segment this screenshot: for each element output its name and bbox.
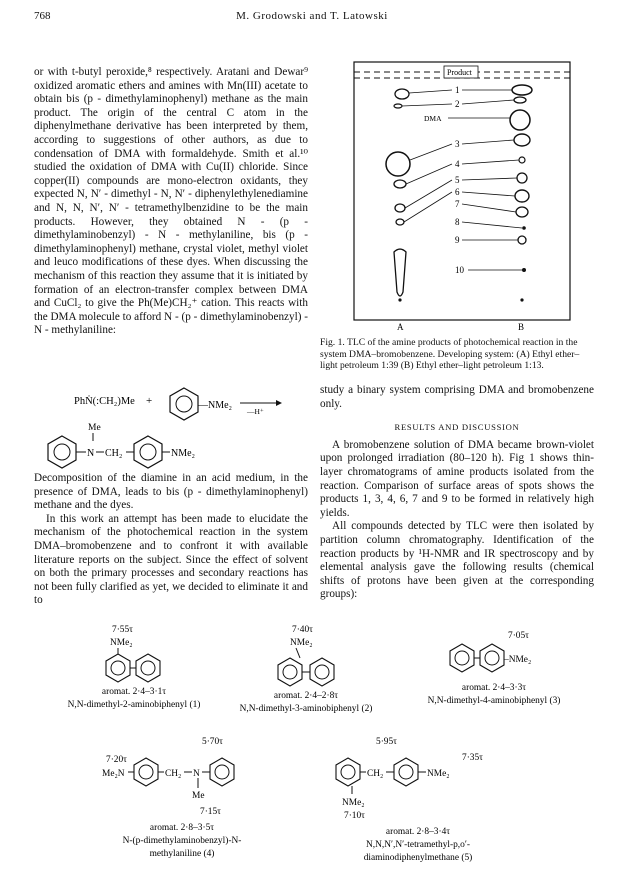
c1-group: NMe₂: [110, 638, 133, 648]
c5-nme2-bottom: NMe₂: [342, 798, 365, 808]
c1-aromat: aromat. 2·4–3·1τ: [101, 687, 167, 697]
lane-b-label: B: [518, 322, 525, 332]
compound-2-structure: [278, 625, 334, 686]
right-paragraph-3: All compounds detected by TLC were then isolated by partition column chromatography. Identification of the reaction products by ¹H-NMR and IR spectroscopy and by elemental analysis gave the following results (chemical shifts of protons have been given at the corresponding groups):: [320, 520, 594, 601]
c4-name-line2: methylaniline (4): [149, 849, 215, 859]
product-nme2: NMe₂: [171, 448, 196, 459]
lane-a-label: A: [397, 322, 404, 332]
tlc-num-6: 6: [455, 187, 460, 197]
tlc-num-10: 10: [455, 265, 464, 275]
spot-b-9: [518, 236, 526, 244]
compounds-row-1: [30, 622, 600, 714]
lane-b-spots: [510, 85, 532, 302]
c4-me: Me: [192, 791, 205, 801]
tlc-plate-frame: [354, 62, 570, 320]
c3-name: N,N-dimethyl-4-aminobiphenyl (3): [427, 696, 561, 706]
tlc-num-9: 9: [455, 235, 460, 245]
spot-a-5: [394, 180, 406, 188]
c4-name-line1: N-(p-dimethylaminobenzyl)-N-: [122, 836, 242, 846]
c2-aromat: aromat. 2·4–2·8τ: [273, 691, 339, 701]
scheme-benzene-ring: [170, 388, 198, 420]
left-paragraph-3: In this work an attempt has been made to elucidate the mechanism of the photochemical reaction in the system DMA–bromobenzene and to confront it with available literature reports on the subject. Since the effect of solvent on both the primary processes and secondary reactions has not been fully clarified as yet, we decided to eliminate it and to: [34, 512, 308, 607]
product-ring-right: [134, 436, 162, 468]
tlc-num-2: 2: [455, 99, 460, 109]
scheme-plus: +: [146, 395, 153, 407]
lane-a-spots: [386, 89, 410, 302]
c1-shift: 7·55τ: [112, 625, 133, 635]
spot-b-2: [514, 97, 526, 103]
c2-shift: 7·40τ: [292, 625, 313, 635]
c3-group: –NMe₂: [504, 655, 532, 665]
c4-shift-me: 7·15τ: [200, 807, 221, 817]
spot-a-1: [395, 89, 409, 99]
page-number: 768: [34, 10, 51, 22]
tlc-num-7: 7: [455, 199, 460, 209]
spot-b-4: [519, 157, 525, 163]
compounds-row-2: [30, 730, 600, 880]
section-heading: RESULTS AND DISCUSSION: [394, 422, 520, 433]
tlc-num-1: 1: [455, 85, 460, 95]
product-n: N: [87, 448, 95, 459]
left-column-bottom: [34, 472, 308, 608]
spot-b-8: [522, 226, 526, 230]
product-ring-left: [48, 436, 76, 468]
c5-nme2-right: NMe₂: [427, 769, 450, 779]
spot-b-dma: [510, 110, 530, 130]
spot-a-origin: [398, 298, 401, 301]
left-paragraph-1: or with t-butyl peroxide,⁸ respectively. Aratani and Dewar⁹ oxidized aromatic ethers and amines with Mn(III) acetate to obtain bis (p - dimethylaminophenyl) methane as the main product. The origin of the central C atom in the diphenylmethane derivative has been interpreted by them, according to suggestions of other authors, as due to condensation of DMA with formaldehyde. Smith et al.¹⁰ studied the oxidation of DMA with Cu(II) chloride. Since copper(II) compounds are mono-electron oxidants, they expected N, N′ - dimethyl - N, N′ - diphenylethylenediamine and N, N, N′, N′ - tetramethylbenzidine to be the main products. However, they obtained N - (p - dimethylaminobenzyl) - N - methylaniline, bis (p - dimethylaminophenyl) methane, crystal violet, methyl violet and leuco modifications of these dyes. When discussing the mechanism of this reaction they assume that it is initiated by formation of an electron-transfer complex between DMA and CuCl₂ to give the Ph(Me)CH₂⁺ cation. This reacts with the DMA molecule to afford N - (p - dimethylaminobenzyl) - N - methylaniline:: [34, 66, 308, 337]
c4-group: Me₂N: [102, 769, 125, 779]
c1-name: N,N-dimethyl-2-aminobiphenyl (1): [67, 700, 201, 710]
tlc-figure: [340, 60, 590, 332]
reaction-scheme: [34, 378, 308, 470]
tlc-num-dma: DMA: [424, 114, 442, 123]
spot-a-4: [386, 152, 410, 176]
scheme-nme2: —NMe₂: [198, 400, 233, 411]
spot-b-1: [512, 85, 532, 95]
left-paragraph-2: Decomposition of the diamine in an acid medium, in the presence of DMA, leads to bis (p - dimethylaminophenyl) methane and the dyes.: [34, 472, 308, 512]
figure-caption: Fig. 1. TLC of the amine products of photochemical reaction in the system DMA–bromobenzene. Developing system: (A) Ethyl ether–light petroleum 1:39 (B) Ethyl ether–light petroleum 1:13.: [320, 337, 580, 371]
c4-aromat: aromat. 2·8–3·5τ: [149, 823, 215, 833]
right-paragraph-1: study a binary system comprising DMA and bromobenzene only.: [320, 384, 594, 410]
spot-b-10: [522, 268, 526, 272]
spot-b-3: [514, 134, 530, 146]
spot-a-7: [395, 204, 405, 212]
c4-n: N: [193, 769, 200, 779]
c2-name: N,N-dimethyl-3-aminobiphenyl (2): [239, 704, 373, 714]
left-column-top: [34, 66, 308, 338]
c3-shift: 7·05τ: [508, 631, 529, 641]
c5-shift-nme2-right: 7·35τ: [462, 753, 483, 763]
product-ch2: CH₂: [105, 448, 123, 459]
c3-aromat: aromat. 2·4–3·3τ: [461, 683, 527, 693]
spot-a-8: [396, 219, 404, 225]
spot-b-6: [515, 190, 529, 202]
tlc-num-4: 4: [455, 159, 460, 169]
spot-b-5: [517, 173, 527, 183]
c5-shift-bottom: 7·10τ: [344, 811, 365, 821]
product-me: Me: [88, 423, 101, 433]
scheme-arrow-label: —H⁺: [247, 407, 264, 416]
c5-shift-ch2: 5·95τ: [376, 737, 397, 747]
compound-1-structure: [106, 625, 160, 682]
c5-ch2: CH₂: [367, 769, 384, 779]
scheme-arrowhead: [276, 400, 282, 406]
c5-name-line1: N,N,N′,N′-tetramethyl-p,o′-: [365, 840, 471, 850]
tlc-num-8: 8: [455, 217, 460, 227]
compound-3-structure: [450, 631, 531, 672]
spot-b-7: [516, 207, 528, 217]
c5-name-line2: diaminodiphenylmethane (5): [363, 853, 473, 863]
product-label: Product: [447, 68, 472, 77]
compound-4-structure: [102, 737, 241, 859]
compound-5-structure: [336, 737, 483, 863]
c5-aromat: aromat. 2·8–3·4τ: [385, 827, 451, 837]
c2-group: NMe₂: [290, 638, 313, 648]
right-paragraph-2: A bromobenzene solution of DMA became brown-violet upon prolonged irradiation (80–120 h). Fig 1 shows thin-layer chromatograms of amine products isolated from the reaction. Comparison of surface areas of spots shows the products 1, 3, 4, 6, 7 and 9 to be formed in relatively high yields.: [320, 438, 594, 519]
running-authors: M. Grodowski and T. Latowski: [236, 10, 388, 22]
c4-ch2: CH₂: [165, 769, 182, 779]
spot-a-2: [394, 104, 402, 108]
scheme-reactant-1: PhṄ(:CH₂)Me: [74, 396, 135, 407]
tlc-num-5: 5: [455, 175, 460, 185]
spot-a-streak: [394, 249, 406, 296]
tlc-num-3: 3: [455, 139, 460, 149]
c4-shift-ch2: 5·70τ: [202, 737, 223, 747]
right-column: [320, 384, 594, 602]
spot-connectors: [402, 90, 522, 270]
spot-b-origin: [520, 298, 523, 301]
c4-shift-nme2: 7·20τ: [106, 755, 127, 765]
